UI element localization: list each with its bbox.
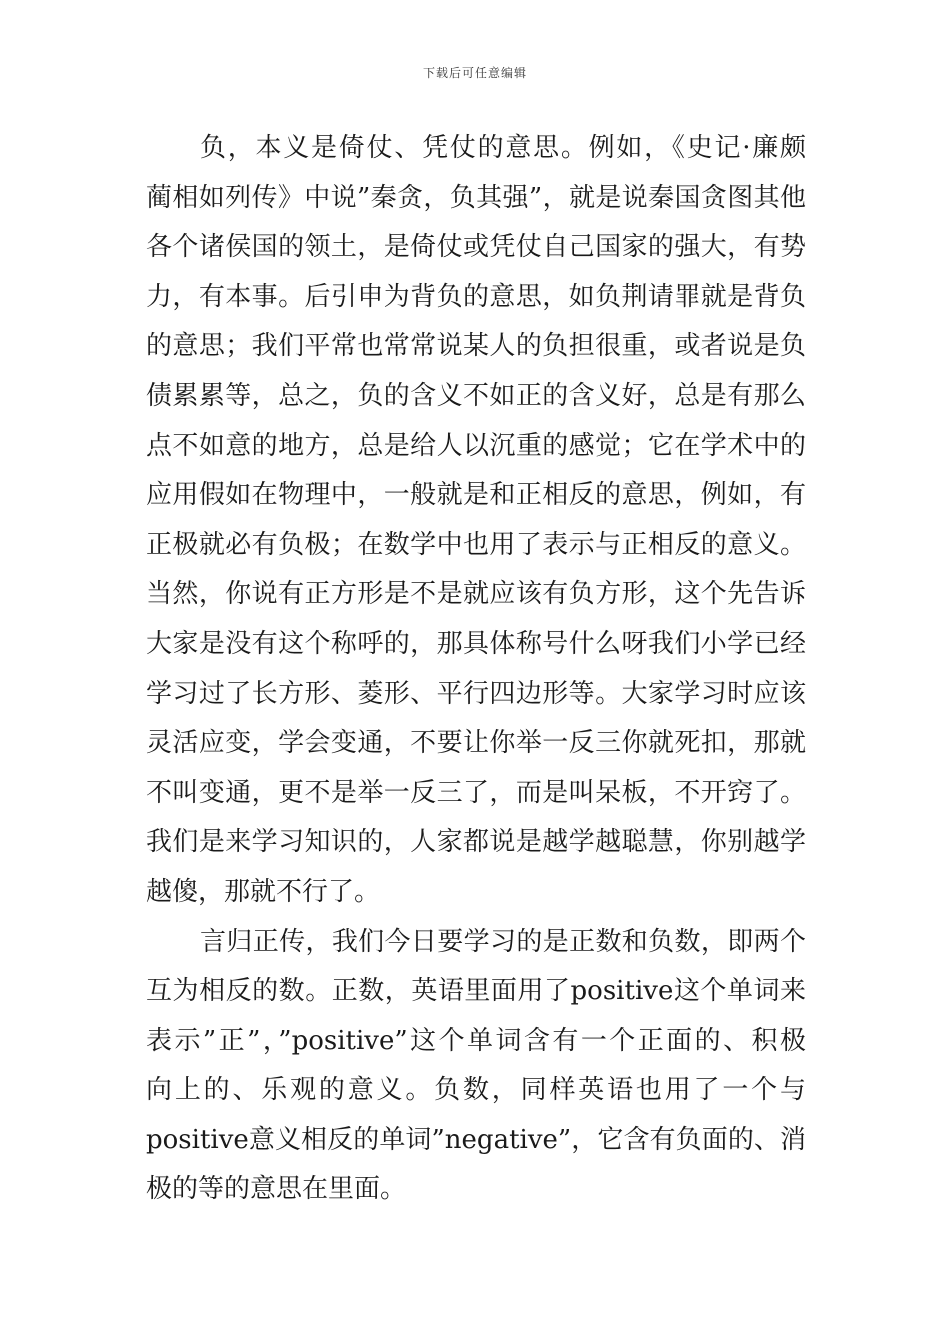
paragraph-2 xyxy=(146,918,806,1216)
paragraph-1 xyxy=(146,124,806,918)
paragraph-line: 表示”正”，”positive”这个单词含有一个正面的、积极 xyxy=(146,1025,806,1056)
paragraph-line: 互为相反的数。正数，英语里面用了positive这个单词来 xyxy=(146,976,806,1007)
paragraph-line: 蔺相如列传》中说”秦贪，负其强”，就是说秦国贪图其他 xyxy=(146,182,806,213)
document-body xyxy=(146,124,806,1215)
paragraph-line: 言归正传，我们今日要学习的是正数和负数，即两个 xyxy=(200,926,806,957)
paragraph-line: 向上的、乐观的意义。负数，同样英语也用了一个与 xyxy=(146,1075,806,1106)
paragraph-line: 我们是来学习知识的，人家都说是越学越聪慧，你别越学 xyxy=(146,827,806,858)
paragraph-line: 的意思；我们平常也常常说某人的负担很重，或者说是负 xyxy=(146,331,806,362)
paragraph-line: 不叫变通，更不是举一反三了，而是叫呆板，不开窍了。 xyxy=(146,777,806,808)
paragraph-line: 正极就必有负极；在数学中也用了表示与正相反的意义。 xyxy=(146,529,806,560)
paragraph-line: 债累累等，总之，负的含义不如正的含义好，总是有那么 xyxy=(146,380,806,411)
paragraph-line: 极的等的意思在里面。 xyxy=(146,1174,407,1205)
paragraph-line: 当然，你说有正方形是不是就应该有负方形，这个先告诉 xyxy=(146,579,806,610)
paragraph-line: 负，本义是倚仗、凭仗的意思。例如，《史记·廉颇 xyxy=(200,133,806,163)
paragraph-line: 灵活应变，学会变通，不要让你举一反三你就死扣，那就 xyxy=(146,728,806,759)
paragraph-line: 各个诸侯国的领土，是倚仗或凭仗自己国家的强大，有势 xyxy=(146,232,806,263)
paragraph-line: 越傻，那就不行了。 xyxy=(146,876,381,907)
paragraph-line: 学习过了长方形、菱形、平行四边形等。大家学习时应该 xyxy=(146,678,806,709)
paragraph-line: 点不如意的地方，总是给人以沉重的感觉；它在学术中的 xyxy=(146,430,806,461)
paragraph-line: 应用假如在物理中，一般就是和正相反的意思，例如，有 xyxy=(146,480,806,511)
page-header: 下载后可任意编辑 xyxy=(422,66,527,80)
paragraph-line: positive意义相反的单词”negative”，它含有负面的、消 xyxy=(146,1124,806,1155)
paragraph-line: 力，有本事。后引申为背负的意思，如负荆请罪就是背负 xyxy=(146,281,806,312)
paragraph-line: 大家是没有这个称呼的，那具体称号什么呀我们小学已经 xyxy=(146,628,806,659)
